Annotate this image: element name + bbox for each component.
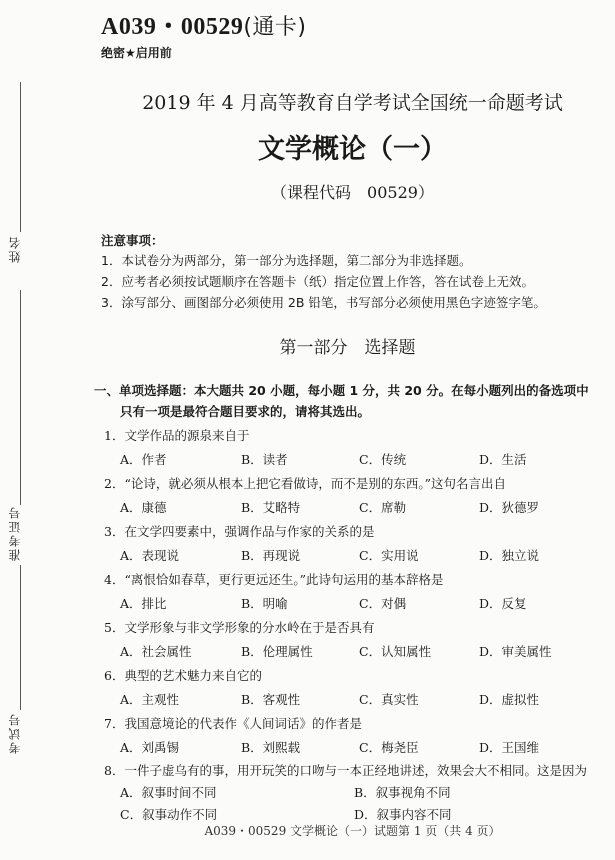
- answer-option: A．社会属性: [120, 644, 192, 659]
- subject-title: 文学概论（一）: [258, 134, 447, 165]
- question-stem: 4．“离恨恰如春草，更行更远还生。”此诗句运用的基本辞格是: [104, 572, 444, 587]
- answer-option: B．叙事视角不同: [354, 785, 451, 800]
- question-stem: 7．我国意境论的代表作《人间词话》的作者是: [104, 716, 362, 731]
- margin-line: [20, 565, 21, 710]
- answer-option: A．表现说: [120, 548, 180, 563]
- answer-option: B．读者: [241, 452, 288, 467]
- paper-code-suffix: (通卡): [243, 15, 307, 40]
- answer-option: B．艾略特: [241, 500, 301, 515]
- answer-option: C．对偶: [359, 596, 407, 611]
- answer-option: B．刘熙载: [241, 740, 301, 755]
- page-footer: A039・00529 文学概论（一）试题第 1 页（共 4 页）: [204, 824, 501, 838]
- answer-option: D．叙事内容不同: [354, 807, 452, 822]
- margin-line: [20, 290, 21, 505]
- question-stem: 2．“论诗，就必须从根本上把它看做诗，而不是别的东西。”这句名言出自: [104, 476, 506, 491]
- answer-option: A．刘禹锡: [120, 740, 180, 755]
- name-label: 姓名: [8, 235, 22, 263]
- question-stem: 5．文学形象与非文学形象的分水岭在于是否具有: [104, 620, 375, 635]
- answer-option: D．审美属性: [479, 644, 552, 659]
- answer-option: D．虚拟性: [479, 692, 540, 707]
- answer-option: C．实用说: [359, 548, 419, 563]
- answer-option: D．反复: [479, 596, 527, 611]
- section-line-2: 只有一项是最符合题目要求的，请将其选出。: [120, 404, 371, 419]
- answer-option: C．梅尧臣: [359, 740, 419, 755]
- question-stem: 1．文学作品的源泉来自于: [104, 428, 250, 443]
- notice-item: 3．涂写部分、画图部分必须使用 2B 铅笔，书写部分必须使用黑色字迹签字笔。: [101, 295, 546, 310]
- answer-option: C．席勒: [359, 500, 407, 515]
- admission-number-label: 准考证号: [8, 505, 22, 561]
- answer-option: C．传统: [359, 452, 407, 467]
- answer-option: D．狄德罗: [479, 500, 540, 515]
- answer-option: C．认知属性: [359, 644, 432, 659]
- answer-option: A．康德: [120, 500, 167, 515]
- part-one-title: 第一部分 选择题: [279, 338, 416, 358]
- answer-option: B．伦理属性: [241, 644, 313, 659]
- notice-item: 2．应考者必须按试题顺序在答题卡（纸）指定位置上作答，答在试卷上无效。: [101, 274, 534, 289]
- notice-item: 1．本试卷分为两部分，第一部分为选择题，第二部分为非选择题。: [101, 253, 472, 268]
- answer-option: C．叙事动作不同: [120, 807, 218, 822]
- section-instructions: [94, 380, 604, 422]
- answer-option: A．主观性: [120, 692, 180, 707]
- course-code: （课程代码 00529）: [271, 183, 434, 202]
- answer-option: D．独立说: [479, 548, 540, 563]
- answer-option: A．叙事时间不同: [120, 785, 217, 800]
- answer-option: A．作者: [120, 452, 167, 467]
- question-stem: 6．典型的艺术魅力来自它的: [104, 668, 262, 683]
- notice-title: 注意事项：: [101, 233, 164, 248]
- answer-option: B．再现说: [241, 548, 301, 563]
- answer-option: A．排比: [120, 596, 167, 611]
- question-stem: 8．一件子虚乌有的事，用开玩笑的口吻与一本正经地讲述，效果会大不相同。这是因为: [104, 763, 587, 778]
- answer-option: D．生活: [479, 452, 527, 467]
- section-line-1: 一、单项选择题：本大题共 20 小题，每小题 1 分，共 20 分。在每小题列出的备选项中: [94, 383, 589, 398]
- answer-option: B．客观性: [241, 692, 301, 707]
- confidential-label: 绝密★启用前: [101, 46, 172, 60]
- question-stem: 3．在文学四要素中，强调作品与作家的关系的是: [104, 524, 375, 539]
- paper-code: [101, 6, 307, 41]
- paper-code-number: A039・00529: [101, 14, 244, 40]
- exam-name: 2019 年 4 月高等教育自学考试全国统一命题考试: [142, 92, 563, 114]
- answer-option: B．明喻: [241, 596, 288, 611]
- seat-number-label: 考试号: [8, 712, 22, 754]
- answer-option: D．王国维: [479, 740, 540, 755]
- answer-option: C．真实性: [359, 692, 419, 707]
